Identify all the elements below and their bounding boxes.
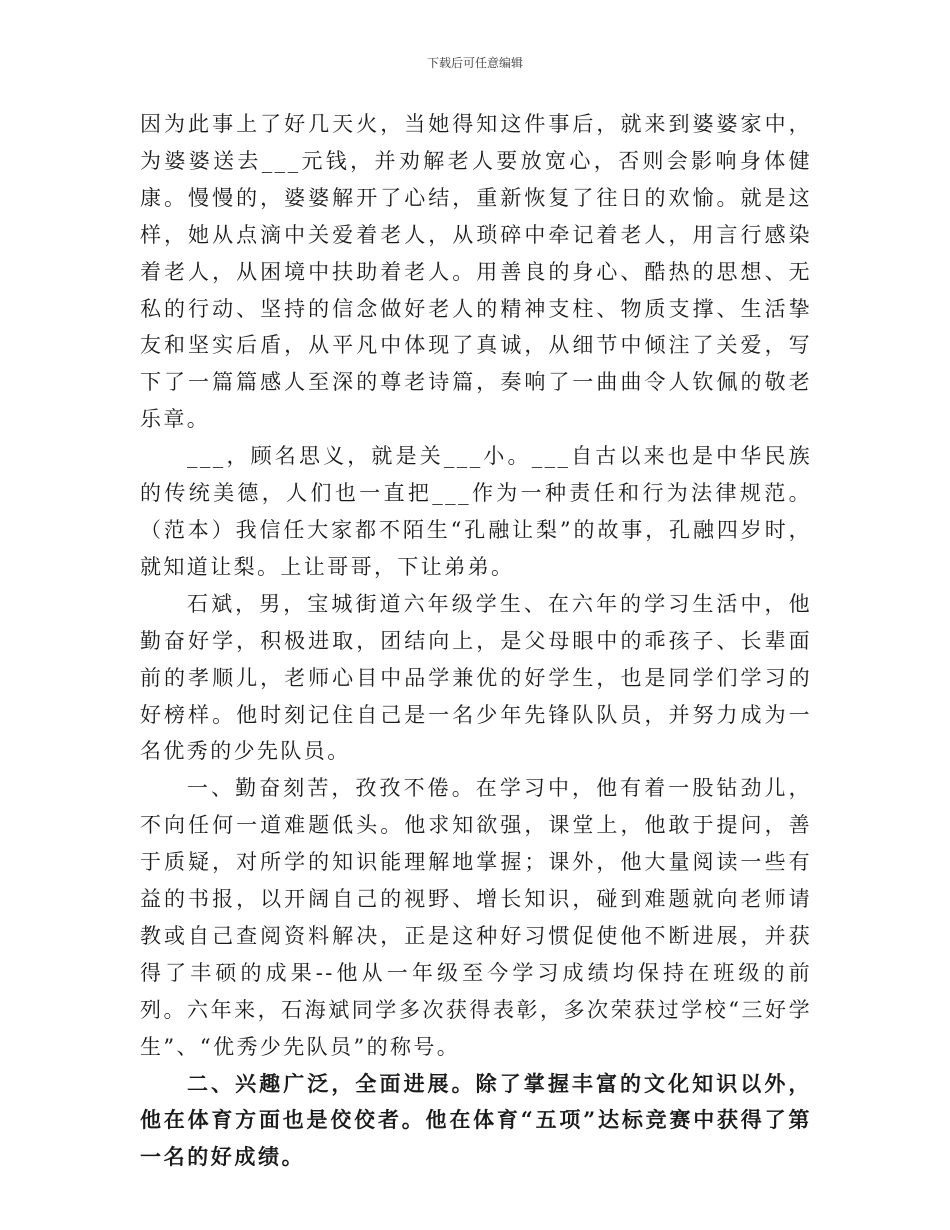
paragraph-4: 一、勤奋刻苦，孜孜不倦。在学习中，他有着一股钻劲儿，不向任何一道难题低头。他求知欲强，课堂上，他敢于提问，善于质疑，对所学的知识能理解地掌握；课外，他大量阅读一些有益的书报，以开阔自己的视野、增长知识，碰到难题就向老师请教或自己查阅资料解决，正是这种好习惯促使他不断进展，并获得了丰硕的成果--他从一年级至今学习成绩均保持在班级的前列。六年来，石海斌同学多次获得表彰，多次荣获过学校“三好学生”、“优秀少先队员”的称号。 bbox=[140, 776, 812, 1059]
paragraph-1: 因为此事上了好几天火，当她得知这件事后，就来到婆婆家中，为婆婆送去___元钱，并劝解老人要放宽心，否则会影响身体健康。慢慢的，婆婆解开了心结，重新恢复了往日的欢愉。就是这样，她从点滴中关爱着老人，从琐碎中牵记着老人，用言行感染着老人，从困境中扶助着老人。用善良的身心、酷热的思想、无私的行动、坚持的信念做好老人的精神支柱、物质支撑、生活挚友和坚实后盾，从平凡中体现了真诚，从细节中倾注了关爱，写下了一篇篇感人至深的尊老诗篇，奏响了一曲曲令人钦佩的敬老乐章。 bbox=[140, 112, 812, 432]
paragraph-5: 二、兴趣广泛，全面进展。除了掌握丰富的文化知识以外，他在体育方面也是佼佼者。他在体育“五项”达标竞赛中获得了第一名的好成绩。 bbox=[140, 1070, 812, 1170]
paragraph-2: ___，顾名思义，就是关___小。___自古以来也是中华民族的传统美德，人们也一直把___作为一种责任和行为法律规范。（范本）我信任大家都不陌生“孔融让梨”的故事，孔融四岁时，就知道让梨。上让哥哥，下让弟弟。 bbox=[140, 444, 812, 579]
page-header: 下载后可任意编辑 bbox=[426, 56, 523, 70]
paragraph-3: 石斌，男，宝城街道六年级学生、在六年的学习生活中，他勤奋好学，积极进取，团结向上，是父母眼中的乖孩子、长辈面前的孝顺儿，老师心目中品学兼优的好学生，也是同学们学习的好榜样。他时刻记住自己是一名少年先锋队队员，并努力成为一名优秀的少先队员。 bbox=[140, 591, 812, 764]
document-body bbox=[140, 106, 812, 1176]
